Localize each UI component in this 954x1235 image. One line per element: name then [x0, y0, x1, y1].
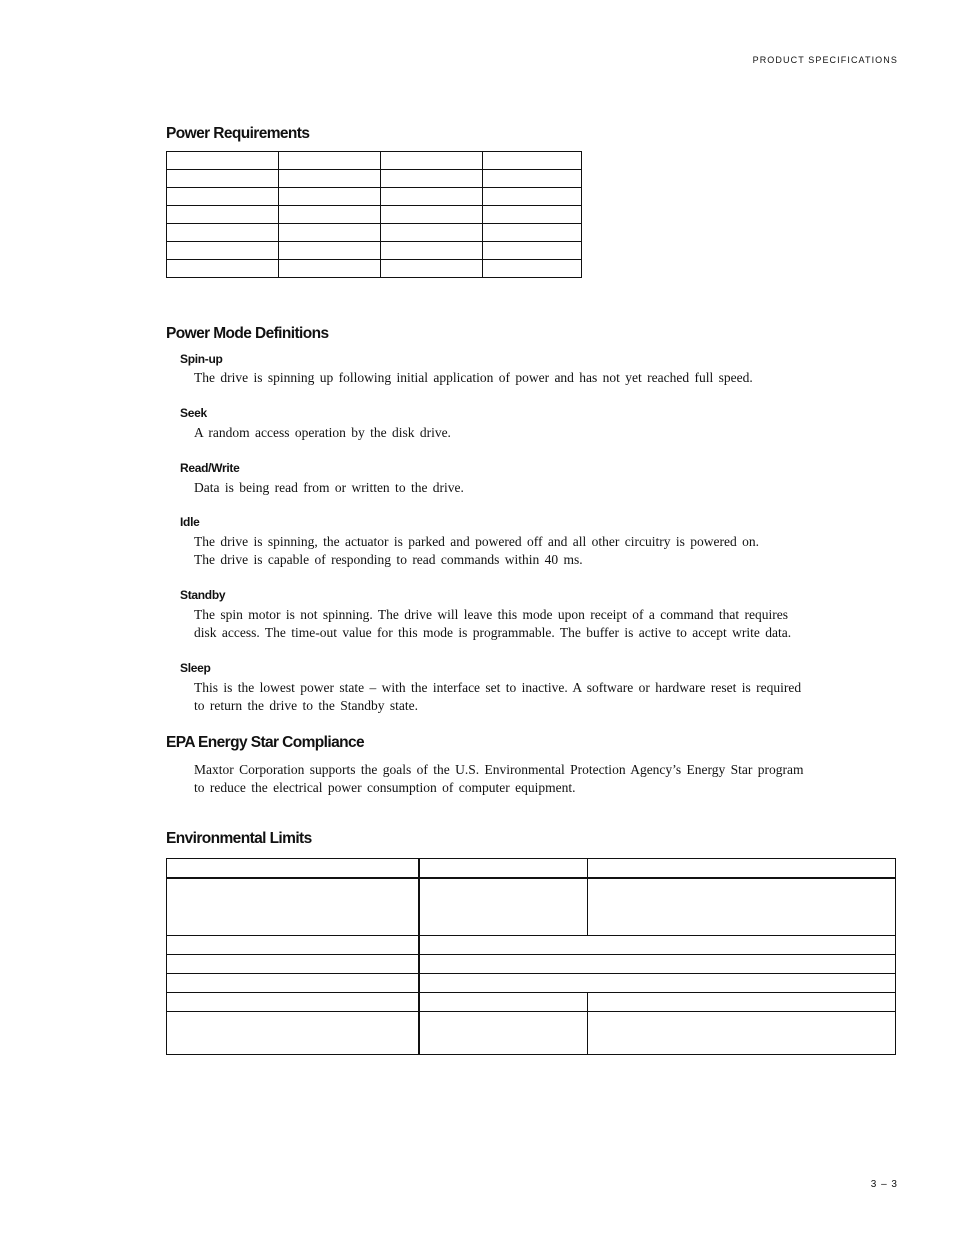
- term-standby: Standby: [180, 588, 226, 602]
- table-row: [167, 936, 896, 955]
- paragraph-line: Maxtor Corporation supports the goals of the U.S. Environmental Protection Agency’s Energy Star program: [194, 762, 804, 777]
- power-requirements-heading: Power Requirements: [166, 125, 310, 142]
- definition-line: The drive is spinning up following initial application of power and has not yet reached full speed.: [194, 370, 753, 385]
- power-requirements-table: [166, 151, 582, 278]
- table-row: [167, 993, 896, 1012]
- table-row: [167, 206, 582, 224]
- definition-line: The drive is spinning, the actuator is parked and powered off and all other circuitry is powered on.: [194, 534, 759, 549]
- epa-paragraph: [194, 761, 804, 797]
- environmental-limits-table: [166, 858, 896, 1055]
- environmental-limits-heading: Environmental Limits: [166, 830, 312, 847]
- table-row: [167, 1012, 896, 1055]
- definition-sleep: [194, 679, 801, 715]
- table-row: [167, 974, 896, 993]
- term-read-write: Read/Write: [180, 461, 240, 475]
- definition-line: The spin motor is not spinning. The drive will leave this mode upon receipt of a command that requires: [194, 607, 789, 622]
- table-row: [167, 242, 582, 260]
- paragraph-line: to reduce the electrical power consumption of computer equipment.: [194, 780, 576, 795]
- running-header: PRODUCT SPECIFICATIONS: [752, 55, 898, 65]
- table-row: [167, 188, 582, 206]
- definition-line: disk access. The time-out value for this mode is programmable. The buffer is active to accept write data.: [194, 625, 792, 640]
- definition-line: This is the lowest power state – with the interface set to inactive. A software or hardware reset is required: [194, 680, 802, 695]
- table-row: [167, 859, 896, 879]
- table-row: [167, 878, 896, 936]
- table-row: [167, 170, 582, 188]
- definition-line: Data is being read from or written to the drive.: [194, 480, 464, 495]
- power-mode-definitions-heading: Power Mode Definitions: [166, 325, 329, 342]
- table-row: [167, 152, 582, 170]
- definition-standby: [194, 606, 791, 642]
- term-idle: Idle: [180, 515, 200, 529]
- table-row: [167, 224, 582, 242]
- definition-idle: [194, 533, 759, 569]
- epa-energy-star-heading: EPA Energy Star Compliance: [166, 734, 365, 751]
- definition-line: A random access operation by the disk drive.: [194, 425, 451, 440]
- term-spin-up: Spin-up: [180, 352, 223, 366]
- definition-spin-up: [194, 369, 753, 387]
- definition-line: The drive is capable of responding to read commands within 40 ms.: [194, 552, 583, 567]
- definition-seek: [194, 424, 451, 442]
- table-row: [167, 955, 896, 974]
- table-row: [167, 260, 582, 278]
- definition-read-write: [194, 479, 464, 497]
- definition-line: to return the drive to the Standby state.: [194, 698, 418, 713]
- page-number: 3 – 3: [870, 1179, 898, 1190]
- term-sleep: Sleep: [180, 661, 211, 675]
- term-seek: Seek: [180, 406, 207, 420]
